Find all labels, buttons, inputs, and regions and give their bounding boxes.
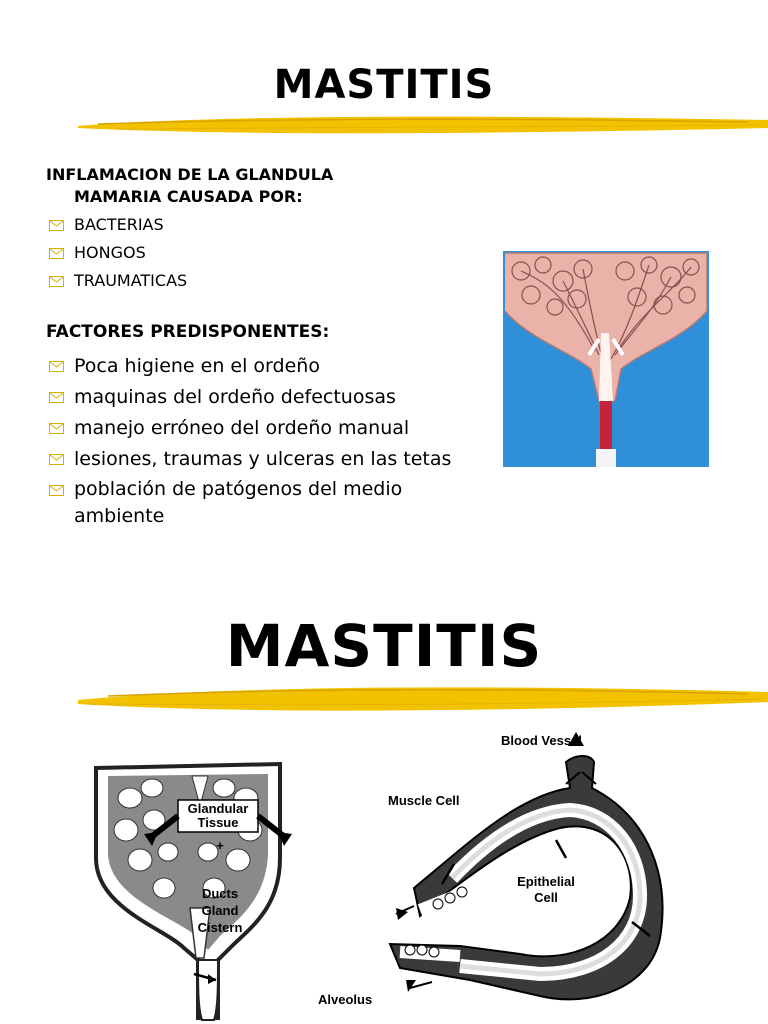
list-item <box>47 445 451 476</box>
definition-heading-line2: MAMARIA CAUSADA POR: <box>74 187 303 206</box>
factor-text: manejo erróneo del ordeño manual <box>74 417 410 439</box>
udder-illustration <box>503 251 709 467</box>
factor-text: Poca higiene en el ordeño <box>74 355 320 377</box>
label-glandular-line2: Tissue <box>197 815 239 830</box>
cause-text: TRAUMATICAS <box>74 271 188 290</box>
alveolus-illustration <box>390 732 662 999</box>
label-alveolus: Alveolus <box>318 992 373 1007</box>
plus-mark: + <box>216 838 224 853</box>
label-epithelial-line2: Cell <box>534 890 558 905</box>
slide1-title: MASTITIS <box>273 62 495 108</box>
label-blood-vessel: Blood Vessel <box>501 733 582 748</box>
label-gland: Gland <box>201 903 239 918</box>
list-item <box>47 268 187 296</box>
label-epithelial-line1: Epithelial <box>517 874 575 889</box>
list-item <box>47 212 187 240</box>
envelope-icon <box>49 276 64 287</box>
yellow-brush-stroke <box>78 682 768 716</box>
factor-text: lesiones, traumas y ulceras en las tetas <box>74 448 452 470</box>
factor-text: población de patógenos del medio ambiente <box>74 478 403 527</box>
envelope-icon <box>49 361 64 372</box>
factors-heading: FACTORES PREDISPONENTES: <box>46 322 330 342</box>
envelope-icon <box>49 220 64 231</box>
yellow-brush-stroke <box>78 112 768 138</box>
label-glandular-line1: Glandular <box>187 801 249 816</box>
mammary-gland-diagram <box>80 728 768 1024</box>
envelope-icon <box>49 248 64 259</box>
envelope-icon <box>49 392 64 403</box>
slide2-title: MASTITIS <box>225 612 543 680</box>
label-muscle-cell: Muscle Cell <box>388 793 460 808</box>
envelope-icon <box>49 485 64 496</box>
cause-text: BACTERIAS <box>74 215 164 234</box>
list-item <box>47 383 451 414</box>
envelope-icon <box>49 454 64 465</box>
factors-list <box>47 352 451 530</box>
list-item <box>47 476 434 530</box>
label-ducts: Ducts <box>201 886 239 901</box>
list-item <box>47 240 187 268</box>
definition-heading-line1: INFLAMACION DE LA GLANDULA <box>46 165 334 184</box>
list-item <box>47 414 451 445</box>
cause-text: HONGOS <box>74 243 146 262</box>
factor-text: maquinas del ordeño defectuosas <box>74 386 396 408</box>
list-item <box>47 352 451 383</box>
label-cistern: Cistern <box>197 920 243 935</box>
envelope-icon <box>49 423 64 434</box>
causes-list <box>47 212 187 296</box>
